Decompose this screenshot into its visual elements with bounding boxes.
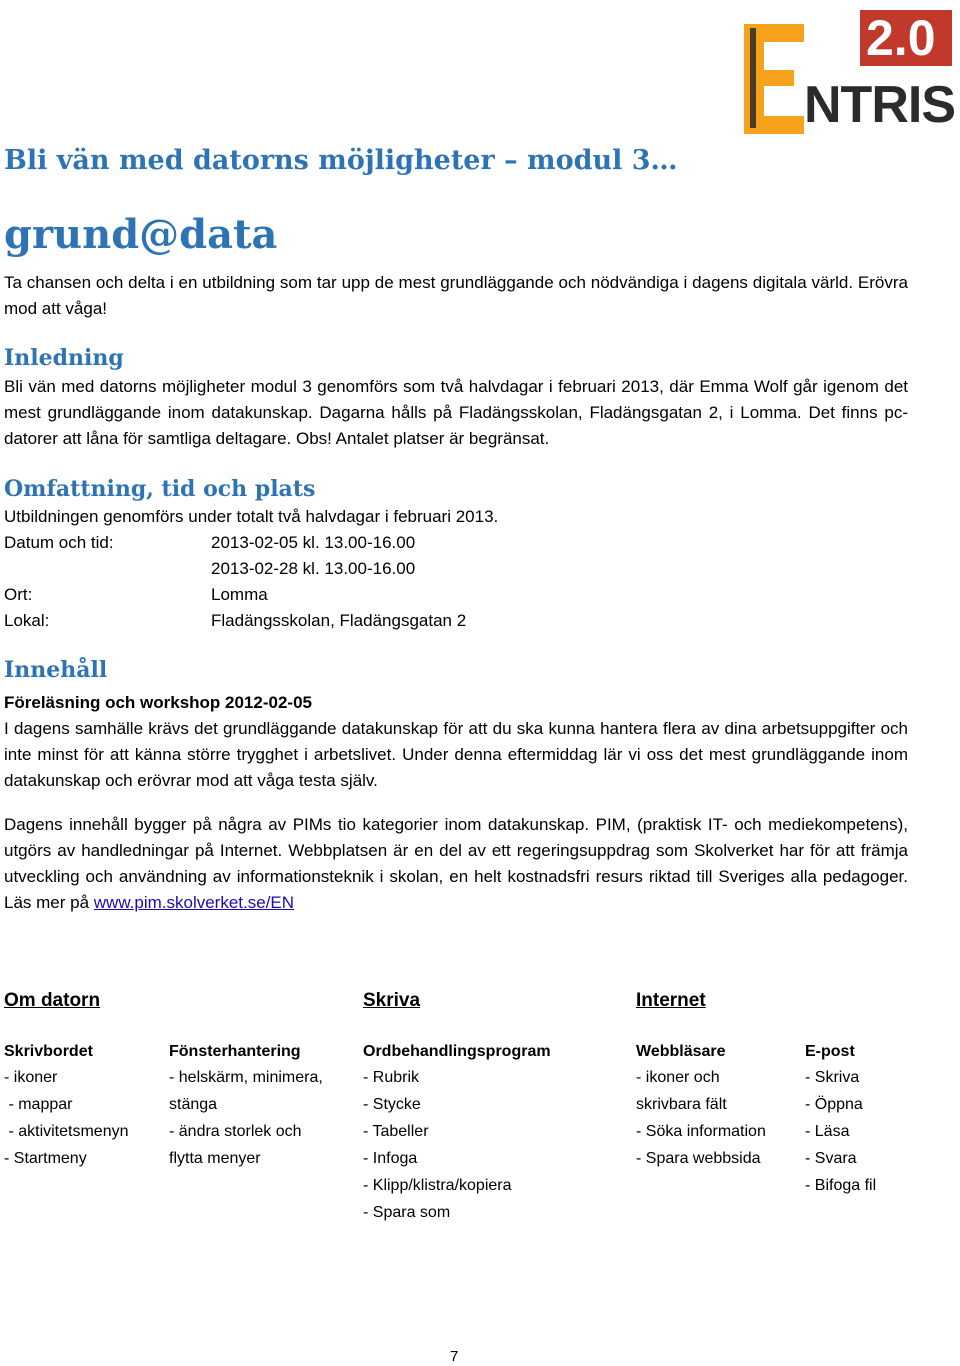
schedule-value: 2013-02-05 kl. 13.00-16.00 (211, 533, 416, 552)
list-item: - Spara webbsida (636, 1150, 761, 1167)
innehall-para-2 (4, 812, 908, 916)
column-title: Webbläsare (636, 1043, 726, 1060)
list-item: - Startmeny (4, 1150, 87, 1167)
column-title: E-post (805, 1043, 855, 1060)
pim-link[interactable]: www.pim.skolverket.se/EN (93, 893, 295, 912)
list-item: - Söka information (636, 1123, 766, 1140)
list-item: - mappar (4, 1096, 73, 1113)
schedule-value: Lomma (211, 585, 268, 604)
list-item: flytta menyer (169, 1150, 261, 1167)
schedule-label: Datum och tid: (4, 533, 114, 552)
omfattning-text: Utbildningen genomförs under totalt två halvdagar i februari 2013. (4, 507, 499, 526)
list-item: - ikoner (4, 1069, 58, 1086)
main-title: grund@data (4, 211, 278, 258)
list-item: - ändra storlek och (169, 1123, 302, 1140)
list-item: - Skriva (805, 1069, 860, 1086)
section-heading-inledning: Inledning (4, 345, 124, 371)
list-item: - Tabeller (363, 1123, 429, 1140)
list-item: - Öppna (805, 1096, 863, 1113)
column-title: Skrivbordet (4, 1043, 93, 1060)
schedule-row (4, 608, 604, 634)
schedule-value: 2013-02-28 kl. 13.00-16.00 (211, 559, 416, 578)
schedule-label: Lokal: (4, 611, 50, 630)
schedule-value: Fladängsskolan, Fladängsgatan 2 (211, 611, 467, 630)
column-skrivbordet (4, 1040, 128, 1172)
intro-text: Ta chansen och delta i en utbildning som tar upp de mest grundläggande och nödvändiga i dagens digitala värld. Erövra mod att våga! (4, 273, 908, 318)
section-heading-innehall: Innehåll (4, 657, 108, 683)
column-ordbehandlingsprogram (363, 1040, 551, 1226)
list-item: - ikoner och (636, 1069, 720, 1086)
category-om-datorn: Om datorn (4, 990, 101, 1011)
page-number: 7 (450, 1348, 459, 1365)
module-title: Bli vän med datorns möjligheter – modul 3… (4, 145, 678, 176)
list-item: - Svara (805, 1150, 857, 1167)
list-item: - Bifoga fil (805, 1177, 877, 1194)
list-item: - Rubrik (363, 1069, 420, 1086)
list-item: - Läsa (805, 1123, 850, 1140)
schedule-table (4, 530, 604, 634)
column-webblasare (636, 1040, 766, 1172)
category-skriva: Skriva (363, 990, 421, 1011)
schedule-row (4, 530, 604, 556)
column-title: Ordbehandlingsprogram (363, 1043, 551, 1060)
list-item: - Spara som (363, 1204, 451, 1221)
list-item: - helskärm, minimera, (169, 1069, 323, 1086)
list-item: - Infoga (363, 1150, 418, 1167)
logo-version: 2.0 (866, 10, 936, 66)
entris-logo (742, 8, 954, 136)
innehall-para-1: I dagens samhälle krävs det grundläggande datakunskap för att du ska kunna hantera flera av dina arbetsuppgifter och inte minst för att känna större trygghet i arbetslivet. Under denna eftermiddag lär vi oss det mest grundläggande inom datakunskap och erövrar mod att våga testa själv. (4, 719, 908, 790)
section-heading-omfattning: Omfattning, tid och plats (4, 476, 316, 502)
schedule-row (4, 556, 604, 582)
list-item: skrivbara fält (636, 1096, 727, 1113)
column-e-post (805, 1040, 876, 1199)
category-internet: Internet (636, 990, 706, 1011)
list-item: - Klipp/klistra/kopiera (363, 1177, 512, 1194)
list-item: - aktivitetsmenyn (4, 1123, 129, 1140)
column-title: Fönsterhantering (169, 1043, 301, 1060)
list-item: - Stycke (363, 1096, 421, 1113)
list-item: stänga (169, 1096, 218, 1113)
schedule-label: Ort: (4, 585, 33, 604)
innehall-para-2-text: Dagens innehåll bygger på några av PIMs tio kategorier inom datakunskap. PIM, (praktisk IT- och mediekompetens), utgörs av handledningar på Internet. Webbplatsen är en del av ett regeringsuppdrag som Skolverket har för att främja utveckling och användning av informationsteknik i skolan, en helt kostnadsfri resurs riktad till Sveriges alla pedagoger. Läs mer på (4, 815, 908, 912)
workshop-subheading: Föreläsning och workshop 2012-02-05 (4, 693, 312, 712)
column-fonsterhantering (169, 1040, 323, 1172)
logo-wordmark: NTRIS (804, 76, 955, 134)
schedule-row (4, 582, 604, 608)
schedule-label (4, 556, 211, 582)
inledning-text: Bli vän med datorns möjligheter modul 3 genomförs som två halvdagar i februari 2013, där Emma Wolf går igenom det mest grundläggande inom datakunskap. Dagarna hålls på Fladängsskolan, Fladängsgatan 2, i Lomma. Det finns pc-datorer att låna för samtliga deltagare. Obs! Antalet platser är begränsat. (4, 377, 908, 448)
